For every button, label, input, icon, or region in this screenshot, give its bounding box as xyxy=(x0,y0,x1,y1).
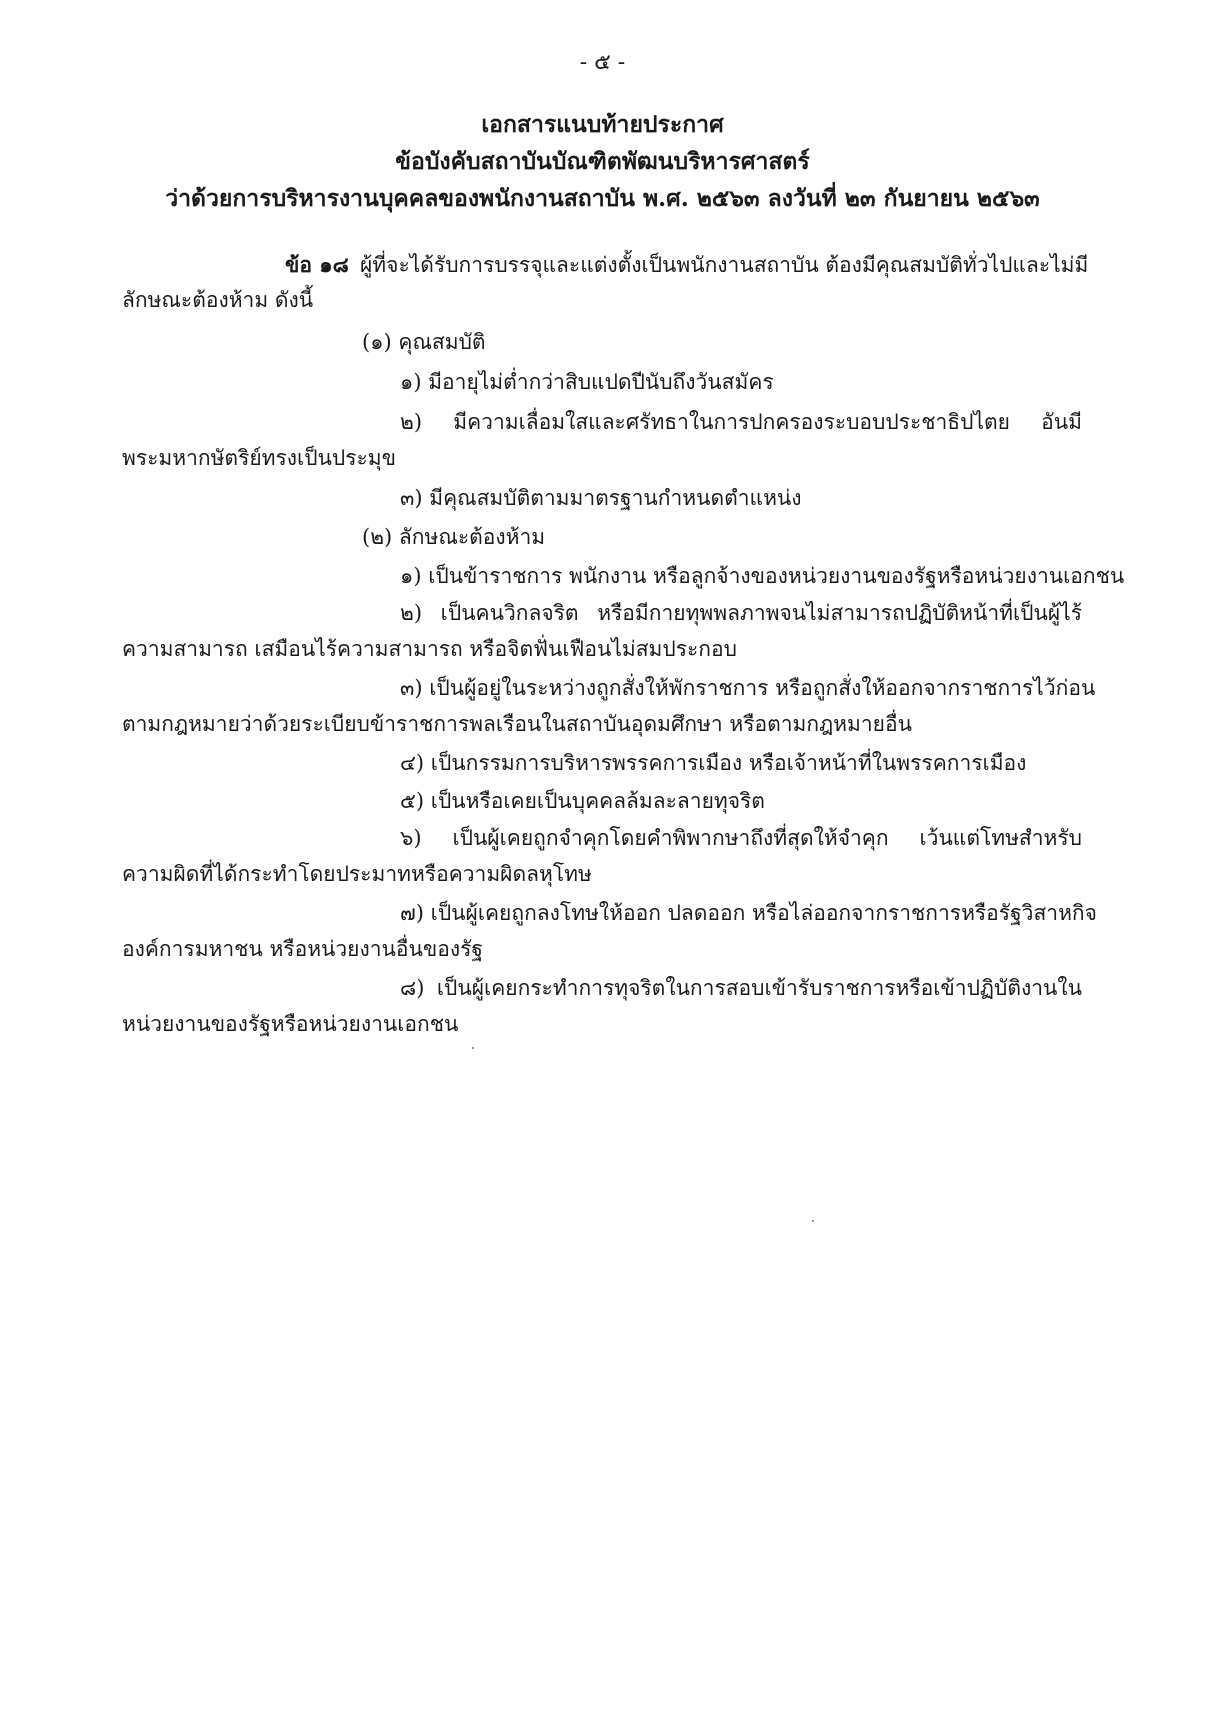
prohibition-item-7-line-1: ๗) เป็นผู้เคยถูกลงโทษให้ออก ปลดออก หรือไล่ออกจากราชการหรือรัฐวิสาหกิจ xyxy=(400,901,1097,925)
page-number: - ๕ - xyxy=(579,50,626,75)
qualification-item-1: ๑) มีอายุไม่ต่ำกว่าสิบแปดปีนับถึงวันสมัคร xyxy=(400,370,774,394)
article-label xyxy=(285,250,349,280)
prohibition-item-3-line-2: ตามกฎหมายว่าด้วยระเบียบข้าราชการพลเรือนในสถาบันอุดมศึกษา หรือตามกฎหมายอื่น xyxy=(122,712,912,736)
article-intro-line-2: ลักษณะต้องห้าม ดังนี้ xyxy=(122,288,314,312)
prohibition-item-8-line-1: ๘) เป็นผู้เคยกระทำการทุจริตในการสอบเข้ารับราชการหรือเข้าปฏิบัติงานใน xyxy=(400,976,1082,1000)
qualification-item-2-line-2: พระมหากษัตริย์ทรงเป็นประมุข xyxy=(122,446,396,470)
prohibition-item-4: ๔) เป็นกรรมการบริหารพรรคการเมือง หรือเจ้าหน้าที่ในพรรคการเมือง xyxy=(400,751,1027,775)
title-line-1: เอกสารแนบท้ายประกาศ xyxy=(481,111,724,138)
title-line-2: ข้อบังคับสถาบันบัณฑิตพัฒนบริหารศาสตร์ xyxy=(395,148,810,175)
prohibition-item-8-line-2: หน่วยงานของรัฐหรือหน่วยงานเอกชน xyxy=(122,1012,459,1036)
prohibitions-heading: (๒) ลักษณะต้องห้าม xyxy=(362,525,546,549)
prohibition-item-2-line-1: ๒) เป็นคนวิกลจริต หรือมีกายทุพพลภาพจนไม่สามารถปฏิบัติหน้าที่เป็นผู้ไร้ xyxy=(400,601,1082,625)
article-number: ข้อ ๑๘ xyxy=(285,252,349,277)
prohibition-item-2-line-2: ความสามารถ เสมือนไร้ความสามารถ หรือจิตฟั่นเฟือนไม่สมประกอบ xyxy=(122,637,737,661)
prohibition-item-7-line-2: องค์การมหาชน หรือหน่วยงานอื่นของรัฐ xyxy=(122,937,483,961)
title-line-3: ว่าด้วยการบริหารงานบุคคลของพนักงานสถาบัน พ.ศ. ๒๕๖๓ ลงวันที่ ๒๓ กันยายน ๒๕๖๓ xyxy=(165,185,1040,212)
prohibition-item-5: ๕) เป็นหรือเคยเป็นบุคคลล้มละลายทุจริต xyxy=(400,789,765,813)
prohibition-item-6-line-2: ความผิดที่ได้กระทำโดยประมาทหรือความผิดลหุโทษ xyxy=(122,862,592,886)
prohibition-item-3-line-1: ๓) เป็นผู้อยู่ในระหว่างถูกสั่งให้พักราชการ หรือถูกสั่งให้ออกจากราชการไว้ก่อน xyxy=(400,676,1096,700)
qualifications-heading: (๑) คุณสมบัติ xyxy=(362,330,486,354)
scan-speck xyxy=(472,1047,474,1049)
document-title xyxy=(0,106,1205,217)
prohibition-item-6-line-1: ๖) เป็นผู้เคยถูกจำคุกโดยคำพิพากษาถึงที่สุดให้จำคุก เว้นแต่โทษสำหรับ xyxy=(400,826,1082,850)
article-intro-line-1: ผู้ที่จะได้รับการบรรจุและแต่งตั้งเป็นพนักงานสถาบัน ต้องมีคุณสมบัติทั่วไปและไม่มี xyxy=(360,253,1089,277)
qualification-item-2-line-1: ๒) มีความเลื่อมใสและศรัทธาในการปกครองระบอบประชาธิปไตย อันมี xyxy=(400,410,1082,434)
scan-speck xyxy=(812,1220,814,1222)
qualification-item-3: ๓) มีคุณสมบัติตามมาตรฐานกำหนดตำแหน่ง xyxy=(400,486,802,510)
prohibition-item-1: ๑) เป็นข้าราชการ พนักงาน หรือลูกจ้างของหน่วยงานของรัฐหรือหน่วยงานเอกชน xyxy=(400,564,1125,588)
